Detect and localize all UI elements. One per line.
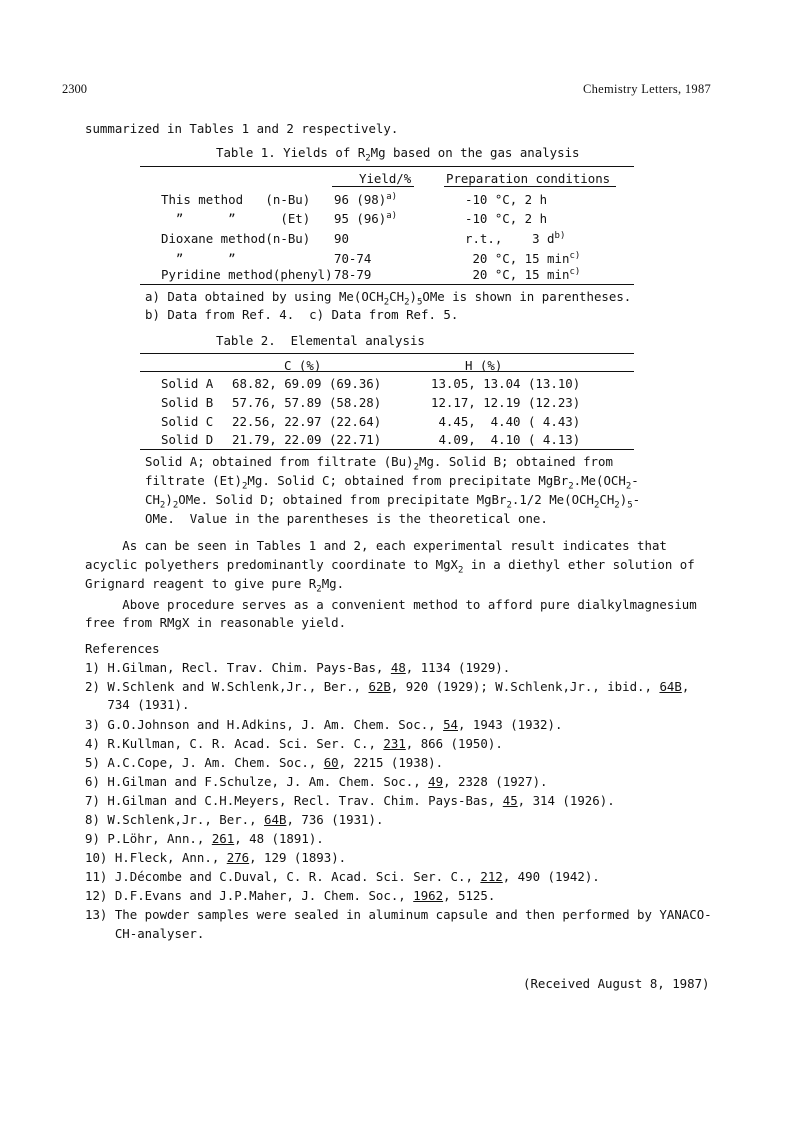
table2-h-value: 12.17, 12.19 (12.23)	[431, 395, 581, 410]
table2-c-value: 22.56, 22.97 (22.64)	[232, 414, 382, 429]
table1-yield: 90	[334, 231, 349, 246]
table1-conditions: r.t., 3 $d^{b)}$	[465, 230, 566, 246]
table1-method: Pyridine method(phenyl)	[161, 267, 333, 282]
table2-sample: Solid B	[161, 395, 214, 410]
body-para1-line3: Grignard reagent to give pure $R_2Mg$.	[85, 576, 345, 595]
table2-note-line1: Solid A; obtained from filtrate $(Bu)_2Mg$. Solid B; obtained from	[145, 454, 613, 473]
reference-item: 5) A.C.Cope, J. Am. Chem. Soc., 60, 2215 (1938).	[85, 755, 444, 770]
table2-note-line4: OMe. Value in the parentheses is the theoretical one.	[145, 511, 548, 526]
table1-conditions: -10 °C, 2 h	[465, 192, 548, 207]
reference-item: 4) R.Kullman, C. R. Acad. Sci. Ser. C., 231, 866 (1950).	[85, 736, 503, 751]
table1-method: This method (n-Bu)	[161, 192, 311, 207]
table1-title: Table 1. Yields of $R_2Mg$ based on the gas analysis	[216, 145, 580, 164]
table1-yield: 96 $(98)^{a)}$	[334, 191, 398, 207]
table1-col-yield: Yield/%	[359, 171, 412, 186]
table2-col-c: C (%)	[284, 358, 322, 373]
table2-note-line2: filtrate $(Et)_2Mg$. Solid C; obtained from precipitate $MgBr_2.Me(OCH_2-$	[145, 473, 639, 492]
table2-sample: Solid A	[161, 376, 214, 391]
reference-item: 11) J.Décombe and C.Duval, C. R. Acad. Sci. Ser. C., 212, 490 (1942).	[85, 869, 600, 884]
body-para2-line1: Above procedure serves as a convenient method to afford pure dialkylmagnesium	[85, 597, 697, 612]
reference-item-continuation: CH-analyser.	[85, 926, 205, 941]
table2-title: Table 2. Elemental analysis	[216, 333, 425, 348]
reference-item-continuation: 734 (1931).	[85, 697, 190, 712]
table2-top-rule	[140, 353, 634, 354]
table1-yield: 70-74	[334, 251, 372, 266]
references-heading: References	[85, 641, 160, 656]
table2-note-line3: $CH_2)_2OMe$. Solid D; obtained from precipitate MgBr$_2$.1/2 $Me(OCH_2CH_2)_5-$	[145, 492, 641, 511]
table1-footnote-bc: b) Data from Ref. 4. c) Data from Ref. 5.	[145, 307, 459, 322]
table2-sample: Solid C	[161, 414, 214, 429]
table1-method: ” ”	[161, 251, 236, 266]
reference-item: 10) H.Fleck, Ann., 276, 129 (1893).	[85, 850, 347, 865]
reference-item: 7) H.Gilman and C.H.Meyers, Recl. Trav. Chim. Pays-Bas, 45, 314 (1926).	[85, 793, 615, 808]
reference-item: 13) The powder samples were sealed in aluminum capsule and then performed by YANACO-	[85, 907, 712, 922]
page-number: 2300	[62, 82, 87, 96]
reference-item: 9) P.Löhr, Ann., 261, 48 (1891).	[85, 831, 324, 846]
table1-method: ” ” (Et)	[161, 211, 311, 226]
table2-h-value: 4.09, 4.10 ( 4.13)	[431, 432, 581, 447]
table2-header-rule	[140, 371, 634, 372]
table1-conditions: 20 °C, 15 $\min^{c)}$	[465, 266, 581, 282]
reference-item: 12) D.F.Evans and J.P.Maher, J. Chem. Soc., 1962, 5125.	[85, 888, 496, 903]
table1-method: Dioxane method(n-Bu)	[161, 231, 311, 246]
table1-header-rule-cond	[444, 186, 616, 187]
reference-item: 8) W.Schlenk,Jr., Ber., 64B, 736 (1931).	[85, 812, 384, 827]
table2-c-value: 57.76, 57.89 (58.28)	[232, 395, 382, 410]
table1-bottom-rule	[140, 284, 634, 285]
table2-col-h: H (%)	[465, 358, 503, 373]
table2-c-value: 68.82, 69.09 (69.36)	[232, 376, 382, 391]
reference-item: 2) W.Schlenk and W.Schlenk,Jr., Ber., 62B, 920 (1929); W.Schlenk,Jr., ibid., 64B,	[85, 679, 690, 694]
table1-yield: 78-79	[334, 267, 372, 282]
table1-header-rule-yield	[332, 186, 414, 187]
body-para2-line2: free from RMgX in reasonable yield.	[85, 615, 347, 630]
table1-col-conditions: Preparation conditions	[446, 171, 611, 186]
reference-item: 1) H.Gilman, Recl. Trav. Chim. Pays-Bas, 48, 1134 (1929).	[85, 660, 511, 675]
intro-line: summarized in Tables 1 and 2 respectively.	[85, 121, 399, 136]
body-para1-line1: As can be seen in Tables 1 and 2, each experimental result indicates that	[85, 538, 667, 553]
received-date: (Received August 8, 1987)	[523, 976, 710, 991]
table2-h-value: 13.05, 13.04 (13.10)	[431, 376, 581, 391]
table1-top-rule	[140, 166, 634, 167]
table1-footnote-a: a) Data obtained by using $Me(OCH_2CH_2)_5OMe$ is shown in parentheses.	[145, 289, 632, 308]
table1-conditions: -10 °C, 2 h	[465, 211, 548, 226]
table2-h-value: 4.45, 4.40 ( 4.43)	[431, 414, 581, 429]
reference-item: 6) H.Gilman and F.Schulze, J. Am. Chem. Soc., 49, 2328 (1927).	[85, 774, 548, 789]
table2-c-value: 21.79, 22.09 (22.71)	[232, 432, 382, 447]
table1-yield: 95 $(96)^{a)}$	[334, 210, 398, 226]
reference-item: 3) G.O.Johnson and H.Adkins, J. Am. Chem. Soc., 54, 1943 (1932).	[85, 717, 563, 732]
table1-conditions: 20 °C, 15 $\min^{c)}$	[465, 250, 581, 266]
table2-sample: Solid D	[161, 432, 214, 447]
journal-running-head: Chemistry Letters, 1987	[583, 82, 712, 96]
table2-bottom-rule	[140, 449, 634, 450]
body-para1-line2: acyclic polyethers predominantly coordinate to MgX$_2$ in a diethyl ether solution of	[85, 557, 695, 576]
